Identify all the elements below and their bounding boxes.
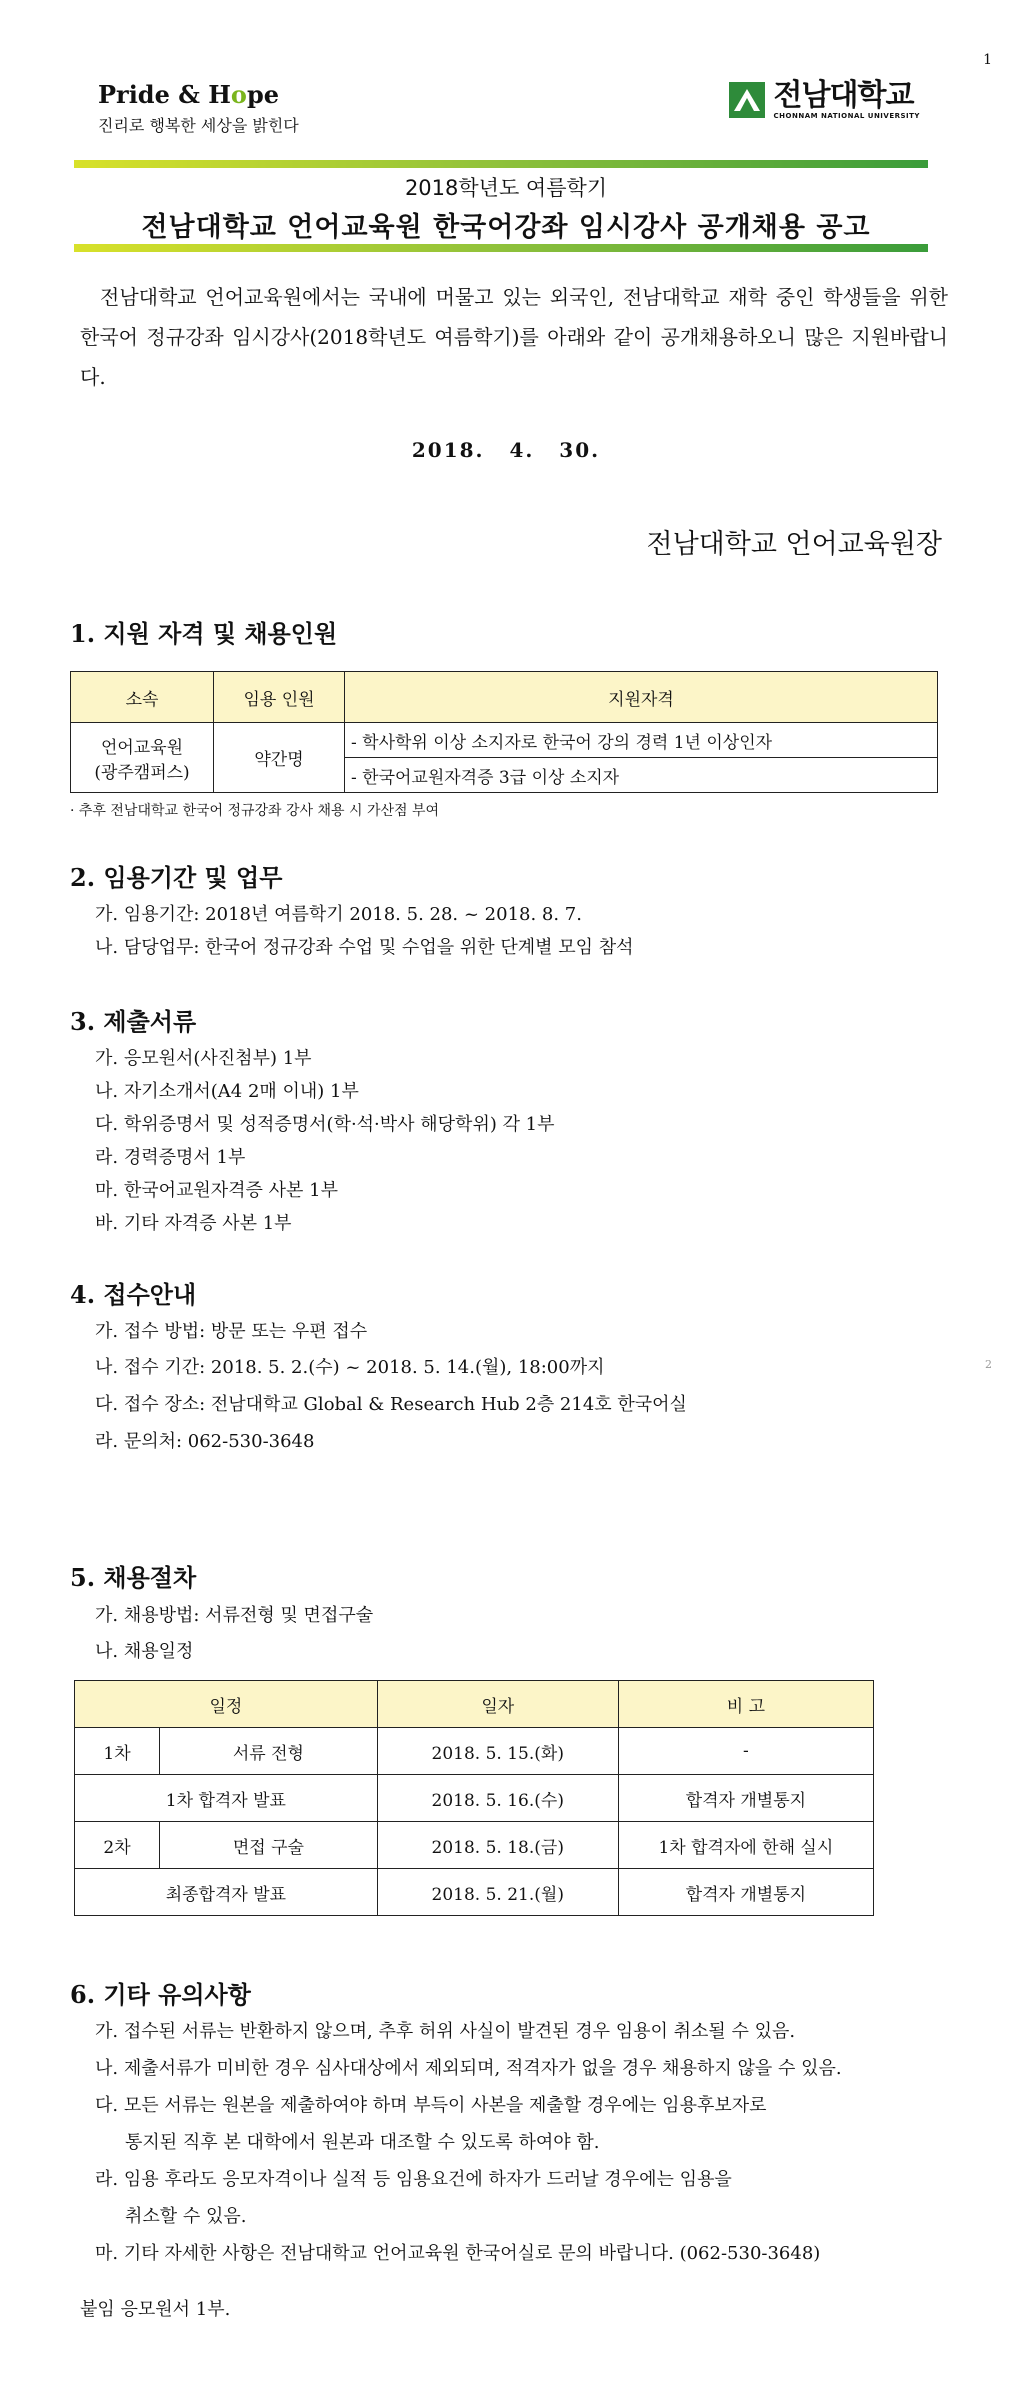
section-3-heading: 3. 제출서류 <box>70 1007 197 1036</box>
title-band-top <box>74 160 928 168</box>
qualification-table <box>70 671 938 793</box>
col-header-stage: 일정 <box>75 1681 378 1728</box>
table-row: 2차 면접 구술 2018. 5. 18.(금) 1차 합격자에 한해 실시 <box>75 1822 874 1869</box>
table-row: 최종합격자 발표 2018. 5. 21.(월) 합격자 개별통지 <box>75 1869 874 1916</box>
list-item: 나. 자기소개서(A4 2매 이내) 1부 <box>95 1081 359 1102</box>
list-item: 다. 학위증명서 및 성적증명서(학·석·박사 해당학위) 각 1부 <box>95 1114 555 1135</box>
notice-date: 2018. 4. 30. <box>411 438 601 462</box>
list-item: 바. 기타 자격증 사본 1부 <box>95 1213 292 1234</box>
title-semester: 2018학년도 여름학기 <box>404 176 608 200</box>
list-item: 라. 경력증명서 1부 <box>95 1147 246 1168</box>
table-row: 1차 서류 전형 2018. 5. 15.(화) - <box>75 1728 874 1775</box>
university-emblem-icon <box>728 81 766 119</box>
section-5-heading: 5. 채용절차 <box>70 1563 197 1592</box>
col-header-remarks: 비 고 <box>618 1681 873 1728</box>
section-2-heading: 2. 임용기간 및 업무 <box>70 863 283 892</box>
page-title: 전남대학교 언어교육원 한국어강좌 임시강사 공개채용 공고 <box>141 212 871 243</box>
list-item-continued: 취소할 수 있음. <box>125 2206 247 2227</box>
schedule-table <box>74 1680 874 1916</box>
list-item: 다. 접수 장소: 전남대학교 Global & Research Hub 2층 214호 한국어실 <box>95 1394 687 1415</box>
section-4-heading: 4. 접수안내 <box>70 1280 197 1309</box>
list-item: 가. 접수된 서류는 반환하지 않으며, 추후 허위 사실이 발견된 경우 임용이 취소될 수 있음. <box>95 2021 796 2042</box>
intro-paragraph: 전남대학교 언어교육원에서는 국내에 머물고 있는 외국인, 전남대학교 재학 중인 학생들을 위한 한국어 정규강좌 임시강사(2018학년도 여름학기)를 아래와 같이 공개채용하오니 많은 지원바랍니다. <box>80 285 948 389</box>
list-item: 나. 담당업무: 한국어 정규강좌 수업 및 수업을 위한 단계별 모임 참석 <box>95 937 634 958</box>
list-item: 라. 임용 후라도 응모자격이나 실적 등 임용요건에 하자가 드러날 경우에는 임용을 <box>95 2169 732 2190</box>
col-header-qualification: 지원자격 <box>345 672 938 723</box>
university-name: 전남대학교 <box>773 78 914 113</box>
title-band-bottom <box>74 244 928 252</box>
col-header-dept: 소속 <box>71 672 214 723</box>
qualification-2: - 한국어교원자격증 3급 이상 소지자 <box>345 758 938 793</box>
attachment-note: 붙임 응모원서 1부. <box>80 2299 231 2320</box>
list-item: 마. 한국어교원자격증 사본 1부 <box>95 1180 338 1201</box>
list-item: 가. 응모원서(사진첨부) 1부 <box>95 1048 312 1069</box>
col-header-date: 일자 <box>377 1681 618 1728</box>
table-row: 1차 합격자 발표 2018. 5. 16.(수) 합격자 개별통지 <box>75 1775 874 1822</box>
col-header-count: 임용 인원 <box>214 672 345 723</box>
list-item-continued: 통지된 직후 본 대학에서 원본과 대조할 수 있도록 하여야 함. <box>125 2132 600 2153</box>
list-item: 마. 기타 자세한 사항은 전남대학교 언어교육원 한국어실로 문의 바랍니다. (062-530-3648) <box>95 2243 821 2264</box>
list-item: 나. 채용일정 <box>95 1641 194 1662</box>
count-cell: 약간명 <box>214 723 345 793</box>
list-item: 다. 모든 서류는 원본을 제출하여야 하며 부득이 사본을 제출할 경우에는 임용후보자로 <box>95 2095 767 2116</box>
list-item: 가. 채용방법: 서류전형 및 면접구술 <box>95 1605 374 1626</box>
signatory: 전남대학교 언어교육원장 <box>646 529 942 560</box>
section-1-heading: 1. 지원 자격 및 채용인원 <box>70 619 338 648</box>
slogan: 진리로 행복한 세상을 밝힌다 <box>98 116 299 135</box>
page-number-2: 2 <box>985 1358 992 1371</box>
section-6-heading: 6. 기타 유의사항 <box>70 1980 251 2009</box>
university-logo <box>728 80 920 120</box>
list-item: 라. 문의처: 062-530-3648 <box>95 1431 315 1452</box>
pride-hope-logo: Pride & Hope 진리로 행복한 세상을 밝힌다 <box>98 80 299 135</box>
page-number: 1 <box>983 52 992 68</box>
dept-cell: 언어교육원 (광주캠퍼스) <box>71 723 214 793</box>
list-item: 가. 접수 방법: 방문 또는 우편 접수 <box>95 1321 368 1342</box>
list-item: 나. 제출서류가 미비한 경우 심사대상에서 제외되며, 적격자가 없을 경우 채용하지 않을 수 있음. <box>95 2058 842 2079</box>
qualification-1: - 학사학위 이상 소지자로 한국어 강의 경력 1년 이상인자 <box>345 723 938 758</box>
table-note: · 추후 전남대학교 한국어 정규강좌 강사 채용 시 가산점 부여 <box>70 803 440 819</box>
list-item: 가. 임용기간: 2018년 여름학기 2018. 5. 28. ~ 2018. 8. 7. <box>95 904 582 925</box>
list-item: 나. 접수 기간: 2018. 5. 2.(수) ~ 2018. 5. 14.(월), 18:00까지 <box>95 1357 605 1378</box>
university-english-name: CHONNAM NATIONAL UNIVERSITY <box>773 112 920 120</box>
